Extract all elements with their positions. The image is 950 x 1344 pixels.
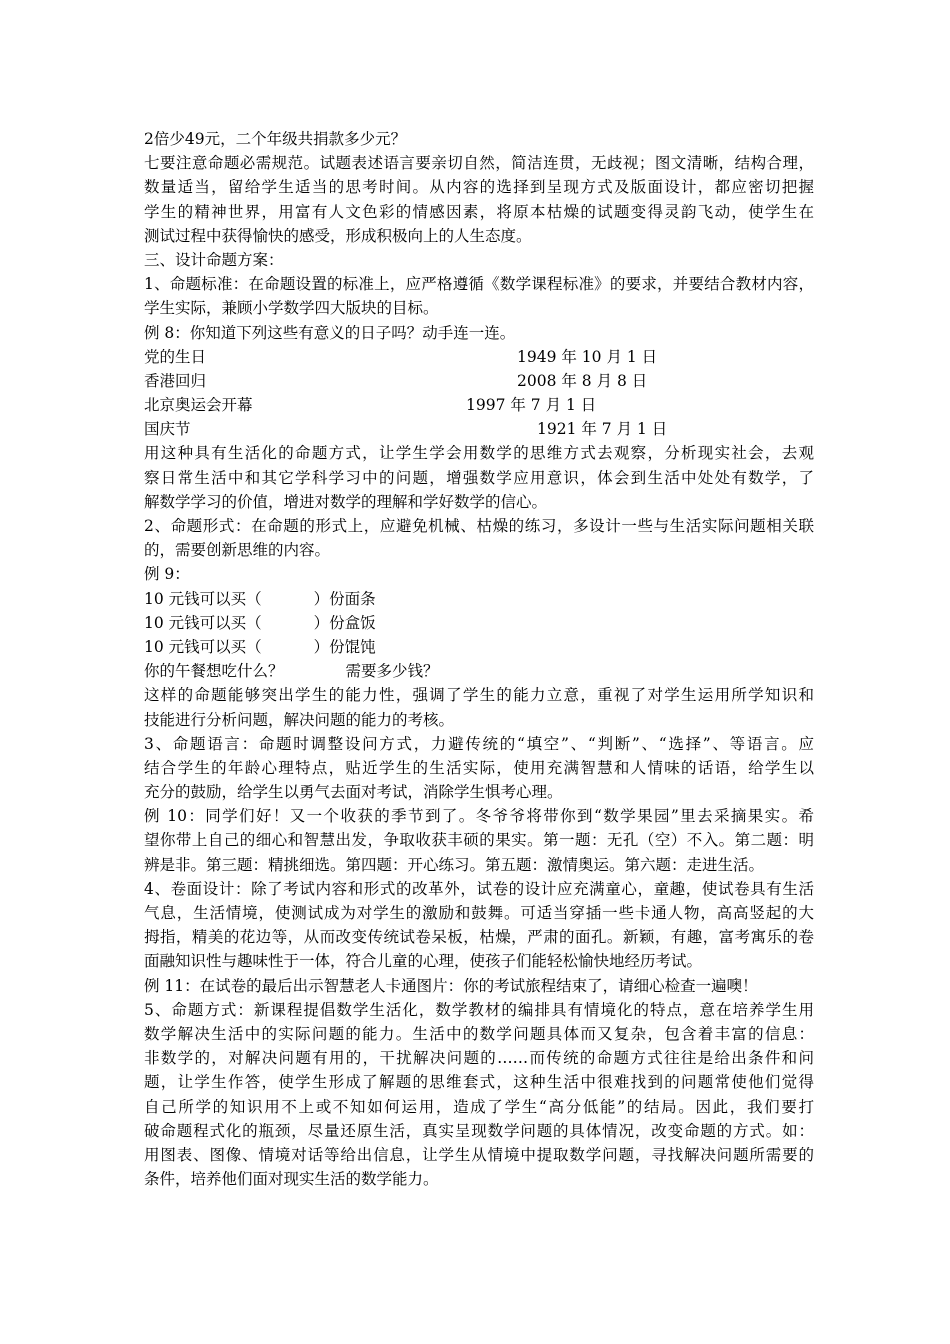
item-three <box>144 732 814 805</box>
fill-blank-suffix: ）份馄饨 <box>313 637 376 656</box>
event-name: 党的生日 <box>144 347 207 366</box>
event-name: 北京奥运会开幕 <box>144 396 253 415</box>
fill-blank-row <box>144 611 814 635</box>
item-five <box>144 998 814 1192</box>
text-line: 气息，生活情境，使测试成为对学生的激励和鼓舞。可适当穿插一些卡通人物，高高竖起的大 <box>144 904 814 922</box>
fill-blank-row <box>144 635 814 659</box>
text-line: 2、命题形式：在命题的形式上，应避免机械、枯燥的练习，多设计一些与生活实际问题相关联 <box>144 517 814 535</box>
document-page <box>144 127 814 1191</box>
section-heading: 三、设计命题方案： <box>144 250 284 269</box>
lunch-question: 你的午餐想吃什么？ <box>144 662 284 681</box>
text-line: 1、命题标准：在命题设置的标准上，应严格遵循《数学课程标准》的要求，并要结合教材内容， <box>144 275 814 294</box>
text-line: 学生实际，兼顾小学数学四大版块的目标。 <box>144 299 439 318</box>
text-line: 题，让学生作答，使学生形成了解题的思维套式，这种生活中很难找到的问题常使他们觉得 <box>144 1073 814 1092</box>
fill-blank-suffix: ）份面条 <box>313 589 376 608</box>
text-line: 测试过程中获得愉快的感受，形成积极向上的人生态度。 <box>144 226 532 245</box>
text-line: 用图表、图像、情境对话等给出信息，让学生从情境中提取数学问题，寻找解决问题所需要的 <box>144 1145 814 1164</box>
event-date: 1921 年 7 月 1 日 <box>537 420 668 439</box>
text-line: 自己所学的知识用不上或不知如何运用，造成了学生“高分低能”的结局。因此，我们要打 <box>144 1097 814 1116</box>
text-line: 用这种具有生活化的命题方式，让学生学会用数学的思维方式去观察，分析现实社会，去观 <box>144 444 814 463</box>
event-date: 1949 年 10 月 1 日 <box>517 347 658 366</box>
text-line: 结合学生的年龄心理特点，贴近学生的生活实际，使用充满智慧和人情味的话语，给学生以 <box>144 758 814 777</box>
text-line: 拇指，精美的花边等，从而改变传统试卷呆板，枯燥，严肃的面孔。新颖，有趣，富考寓乐的卷 <box>144 928 814 947</box>
matching-row <box>144 345 814 369</box>
fill-blank-prefix: 10 元钱可以买（ <box>144 613 262 632</box>
text-line: 充分的鼓励，给学生以勇气去面对考试，消除学生惧考心理。 <box>144 783 563 802</box>
text-line: 例 10：同学们好！又一个收获的季节到了。冬爷爷将带你到“数学果园”里去采摘果实。希 <box>144 807 814 826</box>
text-line: 这样的命题能够突出学生的能力性，强调了学生的能力立意，重视了对学生运用所学知识和 <box>144 686 814 705</box>
lunch-question-row <box>144 659 814 683</box>
example-ten <box>144 804 814 877</box>
text-line: 解数学学习的价值，增进对数学的理解和学好数学的信心。 <box>144 492 548 511</box>
event-name: 香港回归 <box>144 371 207 390</box>
example-eleven: 例 11：在试卷的最后出示智慧老人卡通图片：你的考试旅程结束了，请细心检查一遍噢！ <box>144 976 758 995</box>
item-two <box>144 514 814 562</box>
example-8-label: 例 8：你知道下列这些有意义的日子吗？动手连一连。 <box>144 323 516 342</box>
cost-question: 需要多少钱？ <box>345 662 439 681</box>
fill-blank-suffix: ）份盒饭 <box>313 613 376 632</box>
event-date: 2008 年 8 月 8 日 <box>517 371 648 390</box>
text-line: 非数学的，对解决问题有用的，干扰解决问题的……而传统的命题方式往往是给出条件和问 <box>144 1049 814 1068</box>
text-line: 5、命题方式：新课程提倡数学生活化，数学教材的编排具有情境化的特点，意在培养学生用 <box>144 1000 814 1019</box>
fill-blank-prefix: 10 元钱可以买（ <box>144 637 262 656</box>
paragraph-after-example-8 <box>144 441 814 514</box>
text-line: 辨是非。第三题：精挑细选。第四题：开心练习。第五题：激情奥运。第六题：走进生活。 <box>144 855 765 874</box>
item-four <box>144 877 814 974</box>
text-line: 七要注意命题必需规范。试题表述语言要亲切自然，简洁连贯，无歧视；图文清晰，结构合理， <box>144 154 814 173</box>
text-line: 4、卷面设计：除了考试内容和形式的改革外，试卷的设计应充满童心，童趣，使试卷具有生活 <box>144 879 814 898</box>
text-line: 破命题程式化的瓶颈，尽量还原生活，真实呈现数学问题的具体情况，改变命题的方式。如： <box>144 1121 814 1140</box>
paragraph-after-example-9 <box>144 683 814 731</box>
text-line: 面融知识性与趣味性于一体，符合儿童的心理，使孩子们能轻松愉快地经历考试。 <box>144 952 703 971</box>
text-line: 学生的精神世界，用富有人文色彩的情感因素，将原本枯燥的试题变得灵韵飞动，使学生在 <box>144 202 814 221</box>
intro-line: 2倍少49元，二个年级共捐款多少元？ <box>144 130 407 148</box>
event-date: 1997 年 7 月 1 日 <box>466 396 597 415</box>
matching-list <box>144 345 814 442</box>
text-line: 数学解决生活中的实际问题的能力。生活中的数学问题具体而又复杂，包含着丰富的信息： <box>144 1024 814 1043</box>
paragraph-seven <box>144 151 814 248</box>
fill-blank-row <box>144 587 814 611</box>
text-line: 望你带上自己的细心和智慧出发，争取收获丰硕的果实。第一题：无孔（空）不入。第二题：明 <box>144 831 814 850</box>
event-name: 国庆节 <box>144 420 191 439</box>
text-line: 3、命题语言：命题时调整设问方式，力避传统的“填空”、“判断”、“选择”、等语言。应 <box>144 734 814 753</box>
text-line: 数量适当，留给学生适当的思考时间。从内容的选择到呈现方式及版面设计，都应密切把握 <box>144 178 814 197</box>
example-9-label: 例 9： <box>144 565 190 584</box>
item-one <box>144 272 814 320</box>
text-line: 的，需要创新思维的内容。 <box>144 541 331 560</box>
text-line: 条件，培养他们面对现实生活的数学能力。 <box>144 1170 439 1189</box>
text-line: 察日常生活中和其它学科学习中的问题，增强数学应用意识，体会到生活中处处有数学，了 <box>144 468 814 487</box>
matching-row <box>144 369 814 393</box>
matching-row <box>144 417 814 441</box>
matching-row <box>144 393 814 417</box>
text-line: 技能进行分析问题，解决问题的能力的考核。 <box>144 710 455 729</box>
fill-blank-prefix: 10 元钱可以买（ <box>144 589 262 608</box>
example-9-list <box>144 587 814 684</box>
